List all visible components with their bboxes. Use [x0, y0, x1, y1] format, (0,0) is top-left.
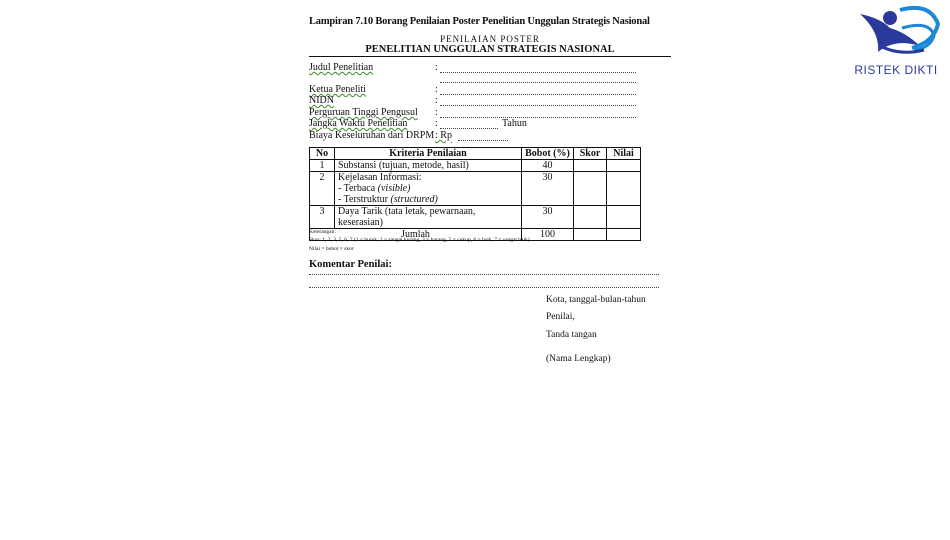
field-judul-input[interactable] [440, 72, 636, 73]
table-row [310, 160, 641, 172]
tahun-label: Tahun [502, 118, 527, 129]
field-jangka-label: Jangka Waktu Penelitian [309, 118, 408, 129]
field-nidn-label: NIDN [309, 95, 334, 106]
field-pt-label: Perguruan Tinggi Pengusul [309, 107, 418, 118]
skor-total-cell[interactable] [574, 229, 607, 241]
field-ketua-input[interactable] [440, 94, 636, 95]
nilai-cell[interactable] [607, 172, 641, 206]
skor-cell[interactable] [574, 160, 607, 172]
signature-role: Penilai, [546, 312, 575, 322]
logo-emblem-icon [850, 2, 942, 58]
document-title: Lampiran 7.10 Borang Penilaian Poster Penelitian Unggulan Strategis Nasional [309, 16, 650, 27]
table-row [310, 172, 641, 206]
row-bobot: 30 [522, 206, 574, 229]
divider [309, 56, 671, 57]
field-judul-input-2[interactable] [440, 82, 636, 83]
form-subtitle: PENILAIAN POSTER [440, 34, 540, 44]
skor-cell[interactable] [574, 172, 607, 206]
colon: : [435, 95, 438, 106]
colon: : [435, 118, 438, 129]
col-no: No [310, 148, 335, 160]
col-nilai: Nilai [607, 148, 641, 160]
sub-item: - Terstruktur [338, 194, 388, 205]
row-kriteria: Substansi (tujuan, metode, hasil) [335, 160, 522, 172]
kriteria-main: Kejelasan Informasi: [338, 172, 422, 183]
criteria-table [309, 147, 641, 241]
komentar-label: Komentar Penilai: [309, 259, 392, 270]
logo-text: RISTEK DIKTI [854, 63, 938, 77]
sub-item: - Terbaca [338, 183, 376, 194]
field-pt-input[interactable] [440, 117, 636, 118]
sub-item-en: (visible) [377, 183, 411, 194]
notes-nilai: Nilai = bobot × skor [309, 246, 354, 252]
notes-label: Keterangan: [309, 229, 336, 235]
form-heading: PENELITIAN UNGGULAN STRATEGIS NASIONAL [365, 44, 615, 55]
ristek-dikti-logo [850, 2, 942, 77]
field-biaya-label: Biaya Keseluruhan dari DRPM [309, 130, 435, 141]
row-bobot: 40 [522, 160, 574, 172]
sub-item-en: (structured) [390, 194, 438, 205]
field-ketua-label: Ketua Peneliti [309, 84, 366, 95]
signature-sign: Tanda tangan [546, 330, 597, 340]
field-judul-label: Judul Penelitian [309, 62, 374, 73]
signature-place-date: Kota, tanggal-bulan-tahun [546, 295, 646, 305]
nilai-cell[interactable] [607, 160, 641, 172]
colon: : [435, 84, 438, 95]
row-kriteria [335, 172, 522, 206]
field-jangka-input[interactable] [440, 128, 498, 129]
col-kriteria: Kriteria Penilaian [335, 148, 522, 160]
table-row [310, 206, 641, 229]
total-value: 100 [522, 229, 574, 241]
row-kriteria: Daya Tarik (tata letak, pewarnaan, keserasian) [335, 206, 522, 229]
komentar-line-2[interactable] [309, 287, 659, 288]
nilai-total-cell[interactable] [607, 229, 641, 241]
field-nidn-input[interactable] [440, 105, 636, 106]
col-skor: Skor [574, 148, 607, 160]
row-no: 2 [310, 172, 335, 206]
colon: : [435, 62, 438, 73]
nilai-cell[interactable] [607, 206, 641, 229]
skor-cell[interactable] [574, 206, 607, 229]
col-bobot: Bobot (%) [522, 148, 574, 160]
komentar-line-1[interactable] [309, 274, 659, 275]
table-header [310, 148, 641, 160]
notes-skor: Skor: 1, 2, 3, 5, 6, 7 (1 = buruk, 2 = sangat kurang, 3 = kurang, 5 = cukup, 6 = baik, 7 = sangat baik) [309, 237, 530, 243]
row-bobot: 30 [522, 172, 574, 206]
row-no: 3 [310, 206, 335, 229]
field-biaya-input[interactable] [458, 140, 508, 141]
rp-label: : Rp [435, 130, 452, 141]
signature-name: (Nama Lengkap) [546, 354, 611, 364]
total-label: Jumlah [310, 229, 522, 241]
row-no: 1 [310, 160, 335, 172]
colon: : [435, 107, 438, 118]
